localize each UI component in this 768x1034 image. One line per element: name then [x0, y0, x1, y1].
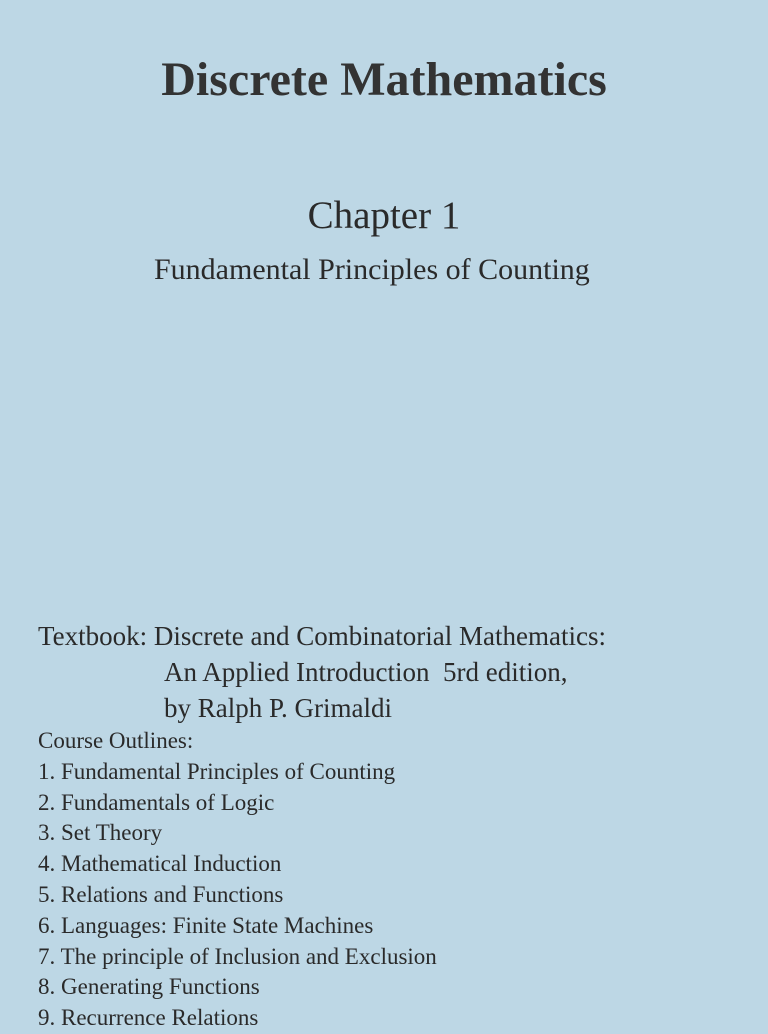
outline-item: 8. Generating Functions	[38, 974, 260, 1000]
outline-item: 4. Mathematical Induction	[38, 851, 282, 877]
textbook-line: An Applied Introduction 5rd edition,	[164, 657, 568, 687]
course-outline	[38, 726, 437, 1034]
outline-item: 6. Languages: Finite State Machines	[38, 912, 374, 938]
textbook-line: Textbook: Discrete and Combinatorial Mathematics:	[38, 621, 606, 651]
outline-item: 3. Set Theory	[38, 820, 163, 846]
outline-item: 1. Fundamental Principles of Counting	[38, 758, 396, 784]
slide-title: Discrete Mathematics	[161, 53, 607, 106]
textbook-reference	[38, 618, 606, 726]
outline-item: 9. Recurrence Relations	[38, 1005, 259, 1031]
course-outline-heading: Course Outlines:	[38, 728, 194, 753]
chapter-heading: Chapter 1	[307, 194, 461, 237]
textbook-line: by Ralph P. Grimaldi	[164, 693, 392, 723]
outline-item: 5. Relations and Functions	[38, 881, 284, 907]
outline-item: 7. The principle of Inclusion and Exclusion	[38, 943, 437, 969]
chapter-subtitle: Fundamental Principles of Counting	[154, 253, 590, 286]
outline-item: 2. Fundamentals of Logic	[38, 789, 275, 815]
